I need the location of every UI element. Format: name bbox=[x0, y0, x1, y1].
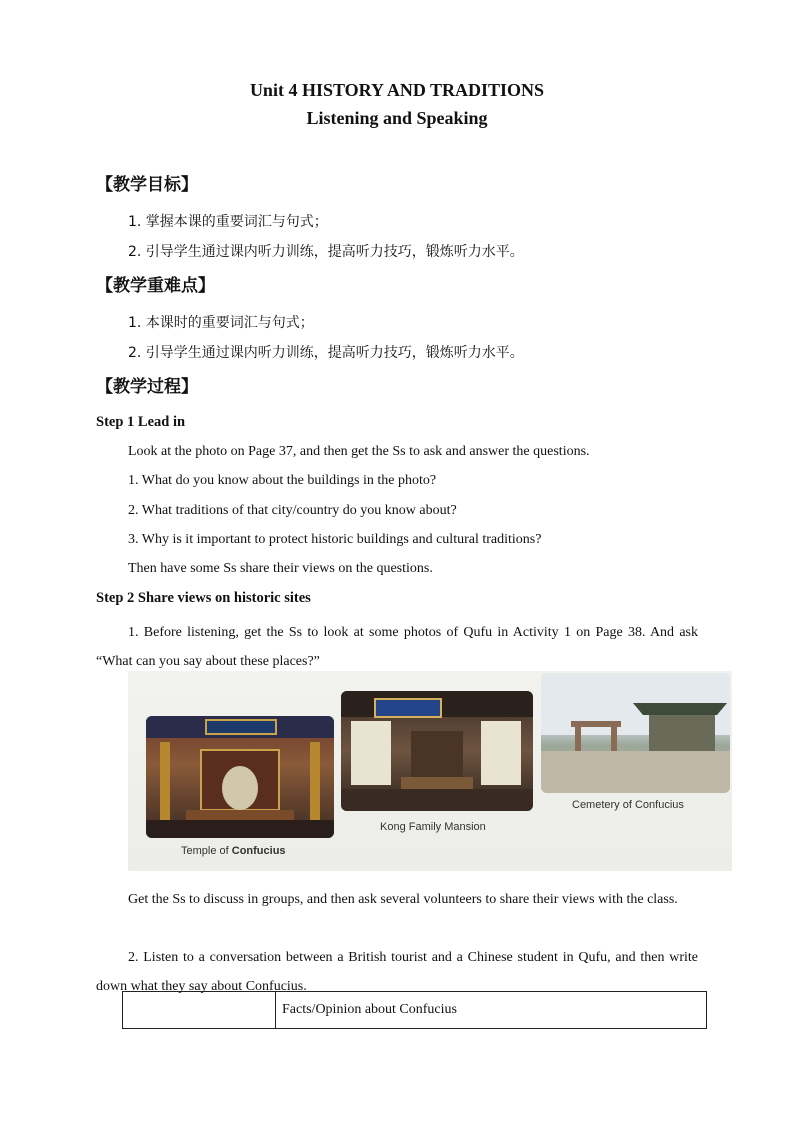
table-row bbox=[123, 992, 707, 1029]
step1-question-2: 2. What traditions of that city/country do you know about? bbox=[128, 503, 457, 518]
step1-question-3: 3. Why is it important to protect historic buildings and cultural traditions? bbox=[128, 532, 542, 547]
step1-title: Step 1 Lead in bbox=[96, 414, 186, 430]
step2-discuss: Get the Ss to discuss in groups, and then ask several volunteers to share their views with the class. bbox=[128, 892, 678, 907]
unit-title: Unit 4 HISTORY AND TRADITIONS bbox=[249, 80, 545, 100]
lesson-subtitle: Listening and Speaking bbox=[306, 108, 488, 128]
facts-table bbox=[122, 991, 707, 1029]
table-cell-facts-header: Facts/Opinion about Confucius bbox=[276, 992, 707, 1029]
process-heading: 【教学过程】 bbox=[96, 377, 198, 397]
objective-item-1: 1. 掌握本课的重要词汇与句式； bbox=[128, 214, 328, 230]
objective-item-2: 2. 引导学生通过课内听力训练，提高听力技巧，锻炼听力水平。 bbox=[128, 244, 524, 260]
mansion-caption: Kong Family Mansion bbox=[380, 821, 486, 833]
step2-item2: 2. Listen to a conversation between a British tourist and a Chinese student in Qufu, and then write down what they say about Confucius. bbox=[96, 950, 698, 994]
mansion-illustration bbox=[341, 691, 533, 811]
table-cell-speaker bbox=[123, 992, 276, 1029]
objectives-heading: 【教学目标】 bbox=[96, 175, 198, 195]
key-points-heading: 【教学重难点】 bbox=[96, 276, 215, 296]
key-point-item-1: 1. 本课时的重要词汇与句式； bbox=[128, 315, 314, 331]
qufu-photos bbox=[128, 671, 732, 871]
step1-question-1: 1. What do you know about the buildings in the photo? bbox=[128, 473, 437, 488]
key-point-item-2: 2. 引导学生通过课内听力训练，提高听力技巧，锻炼听力水平。 bbox=[128, 345, 524, 361]
step1-intro: Look at the photo on Page 37, and then get the Ss to ask and answer the questions. bbox=[128, 444, 590, 459]
temple-illustration bbox=[146, 716, 334, 838]
cemetery-caption: Cemetery of Confucius bbox=[572, 799, 684, 811]
cemetery-illustration bbox=[541, 673, 730, 793]
temple-caption: Temple of Confucius bbox=[181, 845, 286, 857]
temple-photo bbox=[146, 716, 334, 838]
mansion-photo bbox=[341, 691, 533, 811]
step2-title: Step 2 Share views on historic sites bbox=[96, 590, 311, 606]
step1-closing: Then have some Ss share their views on the questions. bbox=[128, 561, 433, 576]
step2-item1: 1. Before listening, get the Ss to look at some photos of Qufu in Activity 1 on Page 38. And ask “What can you say about these places?” bbox=[96, 625, 698, 669]
cemetery-photo bbox=[541, 673, 730, 793]
